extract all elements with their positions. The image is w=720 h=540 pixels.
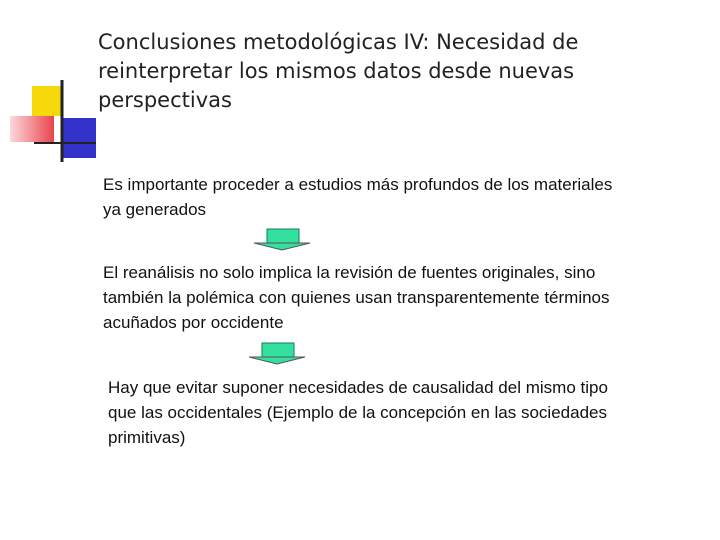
decorative-squares-icon [0,0,100,170]
slide-title: Conclusiones metodológicas IV: Necesidad de reinterpretar los mismos datos desde nuevas perspectivas [98,30,579,112]
paragraph-2: El reanálisis no solo implica la revisión de fuentes originales, sino también la polémica con quienes usan transparentemente términos acuñados por occidente [103,263,610,332]
paragraph-3: Hay que evitar suponer necesidades de causalidad del mismo tipo que las occidentales (Ejemplo de la concepción en las sociedades primitivas) [108,378,608,447]
paragraph-1: Es importante proceder a estudios más profundos de los materiales ya generados [103,175,613,219]
down-arrow-icon [247,341,307,365]
down-arrow-icon [252,227,312,251]
